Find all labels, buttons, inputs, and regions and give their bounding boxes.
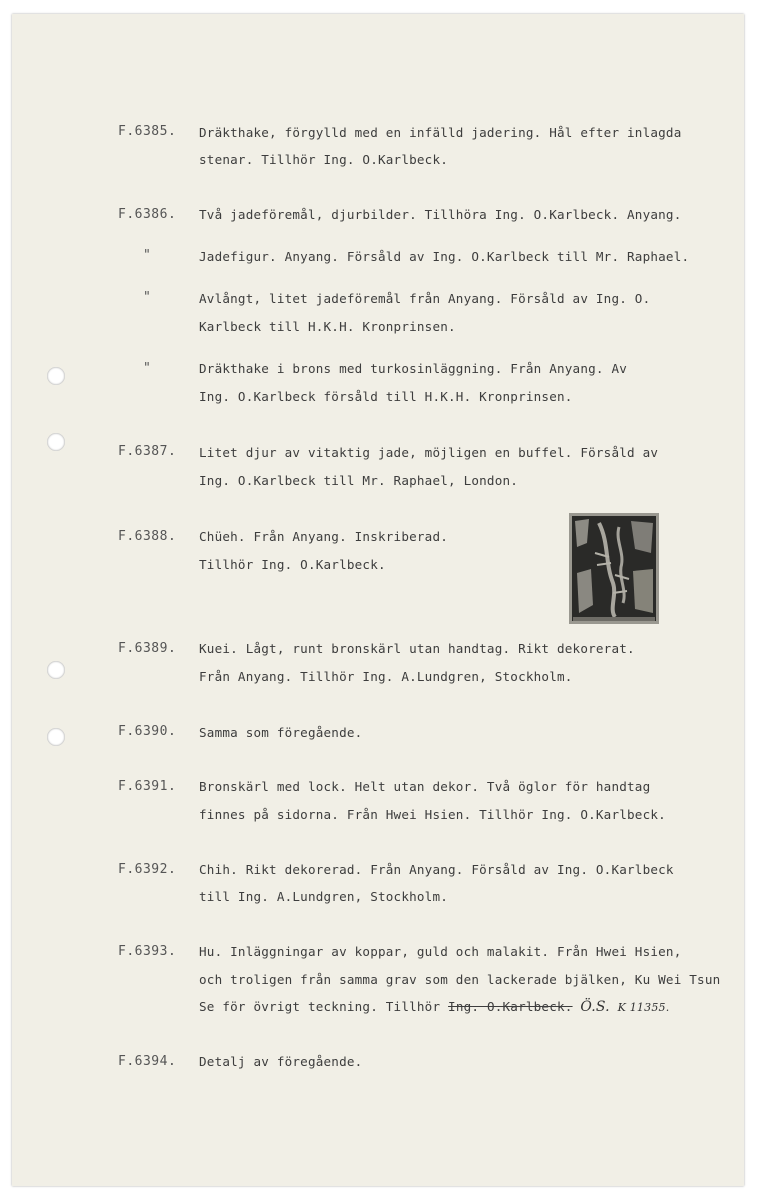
punch-hole [47, 367, 65, 385]
entry-text-line [199, 999, 669, 1015]
entry-number: F.6394. [118, 1054, 177, 1069]
entry-text-line: till Ing. A.Lundgren, Stockholm. [199, 889, 449, 904]
entry-text-line: finnes på sidorna. Från Hwei Hsien. Tillhör Ing. O.Karlbeck. [199, 807, 666, 822]
entry-number: F.6386. [118, 207, 177, 222]
entry-text-line: Ing. O.Karlbeck till Mr. Raphael, London. [199, 473, 519, 488]
ditto-mark: " [143, 248, 152, 263]
ditto-mark: " [143, 290, 152, 305]
entry-number: F.6390. [118, 724, 177, 739]
punch-hole [47, 661, 65, 679]
entry-number: F.6385. [118, 124, 177, 139]
punch-hole [47, 728, 65, 746]
entry-number: F.6392. [118, 862, 177, 877]
entry-text-line: Tillhör Ing. O.Karlbeck. [199, 557, 386, 572]
entry-text-line: Karlbeck till H.K.H. Kronprinsen. [199, 319, 456, 334]
entry-text-line: Kuei. Lågt, runt bronskärl utan handtag. Rikt dekorerat. [199, 641, 635, 656]
entry-number: F.6393. [118, 944, 177, 959]
entry-text-line: Avlångt, litet jadeföremål från Anyang. Försåld av Ing. O. [199, 291, 651, 306]
ditto-mark: " [143, 361, 152, 376]
entry-text-line: Chüeh. Från Anyang. Inskriberad. [199, 529, 449, 544]
inscription-rubbing-image [569, 513, 659, 624]
entry-text-line: Från Anyang. Tillhör Ing. A.Lundgren, Stockholm. [199, 669, 573, 684]
struck-text: Ing. O.Karlbeck. [448, 999, 573, 1014]
entry-text-line: Dräkthake i brons med turkosinläggning. Från Anyang. Av [199, 361, 628, 376]
entry-text-line: Detalj av föregående. [199, 1054, 363, 1069]
entry-number: F.6387. [118, 444, 177, 459]
handwritten-owner: Ö.S. [580, 999, 610, 1015]
entry-text-line: Samma som föregående. [199, 725, 363, 740]
entry-number: F.6388. [118, 529, 177, 544]
entry-number: F.6389. [118, 641, 177, 656]
entry-number: F.6391. [118, 779, 177, 794]
entry-text-line: Hu. Inläggningar av koppar, guld och malakit. Från Hwei Hsien, [199, 944, 682, 959]
entry-text-line: Bronskärl med lock. Helt utan dekor. Två öglor för handtag [199, 779, 651, 794]
entry-text-line: Två jadeföremål, djurbilder. Tillhöra Ing. O.Karlbeck. Anyang. [199, 207, 682, 222]
entry-text-line: stenar. Tillhör Ing. O.Karlbeck. [199, 152, 449, 167]
punch-hole [47, 433, 65, 451]
entry-text-line: och troligen från samma grav som den lackerade bjälken, Ku Wei Tsun [199, 972, 721, 987]
typed-text: Se för övrigt teckning. Tillhör [199, 999, 441, 1014]
entry-text-line: Litet djur av vitaktig jade, möjligen en buffel. Försåld av [199, 445, 659, 460]
entry-text-line: Jadefigur. Anyang. Försåld av Ing. O.Karlbeck till Mr. Raphael. [199, 249, 690, 264]
entry-text-line: Ing. O.Karlbeck försåld till H.K.H. Kronprinsen. [199, 389, 573, 404]
entry-text-line: Dräkthake, förgylld med en infälld jadering. Hål efter inlagda [199, 125, 682, 140]
handwritten-reference: K 11355. [617, 1001, 670, 1014]
entry-text-line: Chih. Rikt dekorerad. Från Anyang. Försåld av Ing. O.Karlbeck [199, 862, 674, 877]
